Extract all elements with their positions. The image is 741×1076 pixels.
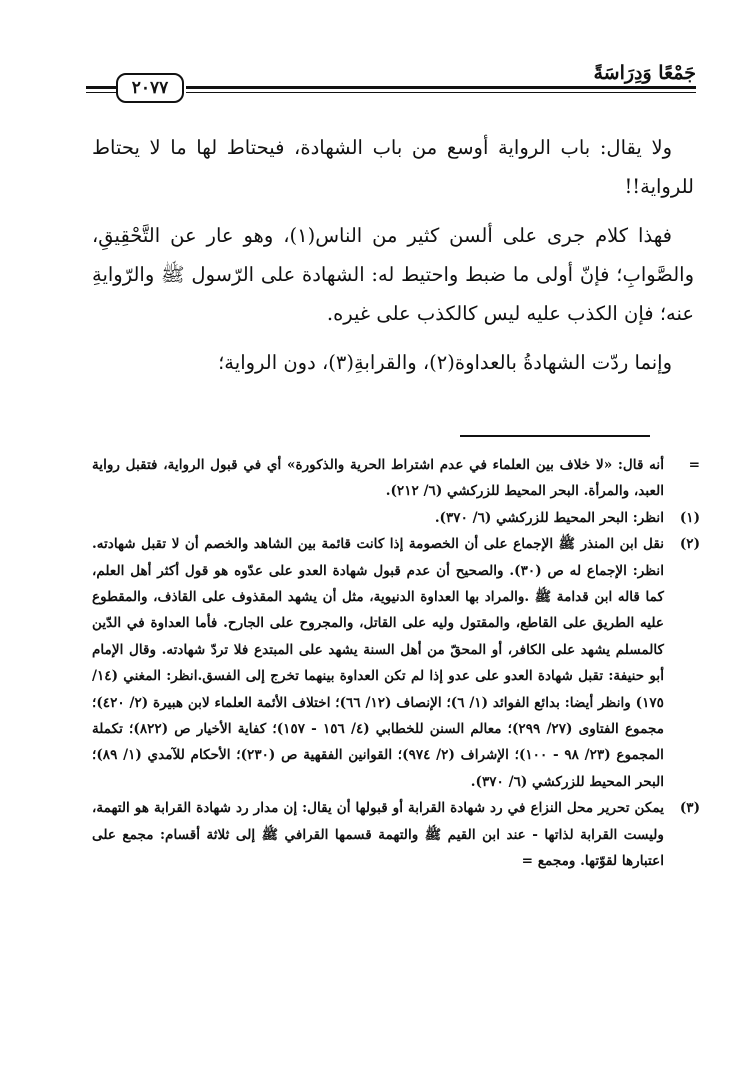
footnote [92, 452, 700, 505]
footnote-separator [460, 435, 650, 437]
header-rule [86, 92, 116, 93]
footnotes [92, 452, 700, 875]
footnote-text: يمكن تحرير محل النزاع في رد شهادة القرابة أو قبولها أن يقال: إن مدار رد شهادة القرابة هو التهمة، وليست القرابة لذاتها - عند ابن القيم ﷺ والتهمة قسمها القرافي ﷺ إلى ثلاثة أقسام: مجمع على اعتبارها لقوّتها. ومجمع = [92, 800, 664, 870]
footnote-text: نقل ابن المنذر ﷺ الإجماع على أن الخصومة إذا كانت قائمة بين الشاهد والخصم أن لا تقبل شهادته. انظر: الإجماع له ص (٣٠). والصحيح أن عدم قبول شهادة العدو على عدّوه هو قول أكثر أهل العلم، كما قاله ابن قدامة ﷺ .والمراد بها العداوة الدنيوية، مثل أن يشهد المقذوف على القاذف، والمقطوع عليه الطريق على القاطع، والمقتول وليه على القاتل، والمجروح على الجارح. فأما العداوة في الدّين كالمسلم يشهد على الكافر، أو المحقّ من أهل السنة يشهد على المبتدع فلا تردّ شهادته. وقال الإمام أبو حنيفة: تقبل شهادة العدو على عدو إذا لم تكن العداوة بينهما تخرج إلى الفسق.انظر: المغني (١٤/ ١٧٥) وانظر أيضا: بدائع الفوائد (١/ ٦)؛ الإنصاف (١٢/ ٦٦)؛ اختلاف الأئمة العلماء لابن هبيرة (٢/ ٤٢٠)؛ مجموع الفتاوى (٢٧/ ٢٩٩)؛ معالم السنن للخطابي (٤/ ١٥٦ - ١٥٧)؛ كفاية الأخيار ص (٨٢٢)؛ تكملة المجموع (٢٣/ ٩٨ - ١٠٠)؛ الإشراف (٢/ ٩٧٤)؛ القوانين الفقهية ص (٢٣٠)؛ الأحكام للآمدي (١/ ٨٩)؛ البحر المحيط للزركشي (٦/ ٣٧٠). [92, 536, 664, 790]
footnote-marker: = [688, 457, 700, 473]
header-rule [186, 92, 696, 93]
footnote-marker: (٣) [679, 800, 700, 817]
header-rule [86, 86, 116, 89]
footnote-marker: (٢) [679, 536, 700, 553]
footnote [92, 795, 700, 874]
footnote-text: أنه قال: «لا خلاف بين العلماء في عدم اشتراط الحرية والذكورة» أي في قبول الرواية، فتقبل رواية العبد، والمرأة. البحر المحيط للزركشي (٦/ ٢١٢). [92, 457, 664, 500]
footnote-text: انظر: البحر المحيط للزركشي (٦/ ٣٧٠). [434, 509, 664, 526]
page-number: ٢٠٧٧ [116, 73, 184, 103]
paragraph: ولا يقال: باب الرواية أوسع من باب الشهادة، فيحتاط لها ما لا يحتاط للرواية!! [92, 136, 694, 198]
footnote [92, 505, 700, 531]
footnote-marker: (١) [679, 509, 700, 526]
page-header [86, 60, 696, 106]
paragraph: وإنما ردّت الشهادةُ بالعداوة(٢)، والقرابةِ(٣)، دون الرواية؛ [218, 351, 672, 374]
header-rule [186, 86, 696, 89]
footnote [92, 531, 700, 795]
main-text [92, 128, 694, 382]
paragraph: فهذا كلام جرى على ألسن كثير من الناس(١)، وهو عار عن التَّحْقِيقِ، والصَّوابِ؛ فإنّ أولى ما ضبط واحتيط له: الشهادة على الرّسول ﷺ والرّوايةِ عنه؛ فإن الكذب عليه ليس كالكذب على غيره. [92, 224, 694, 325]
running-title: جَمْعًا وَدِرَاسَةً [593, 62, 696, 84]
